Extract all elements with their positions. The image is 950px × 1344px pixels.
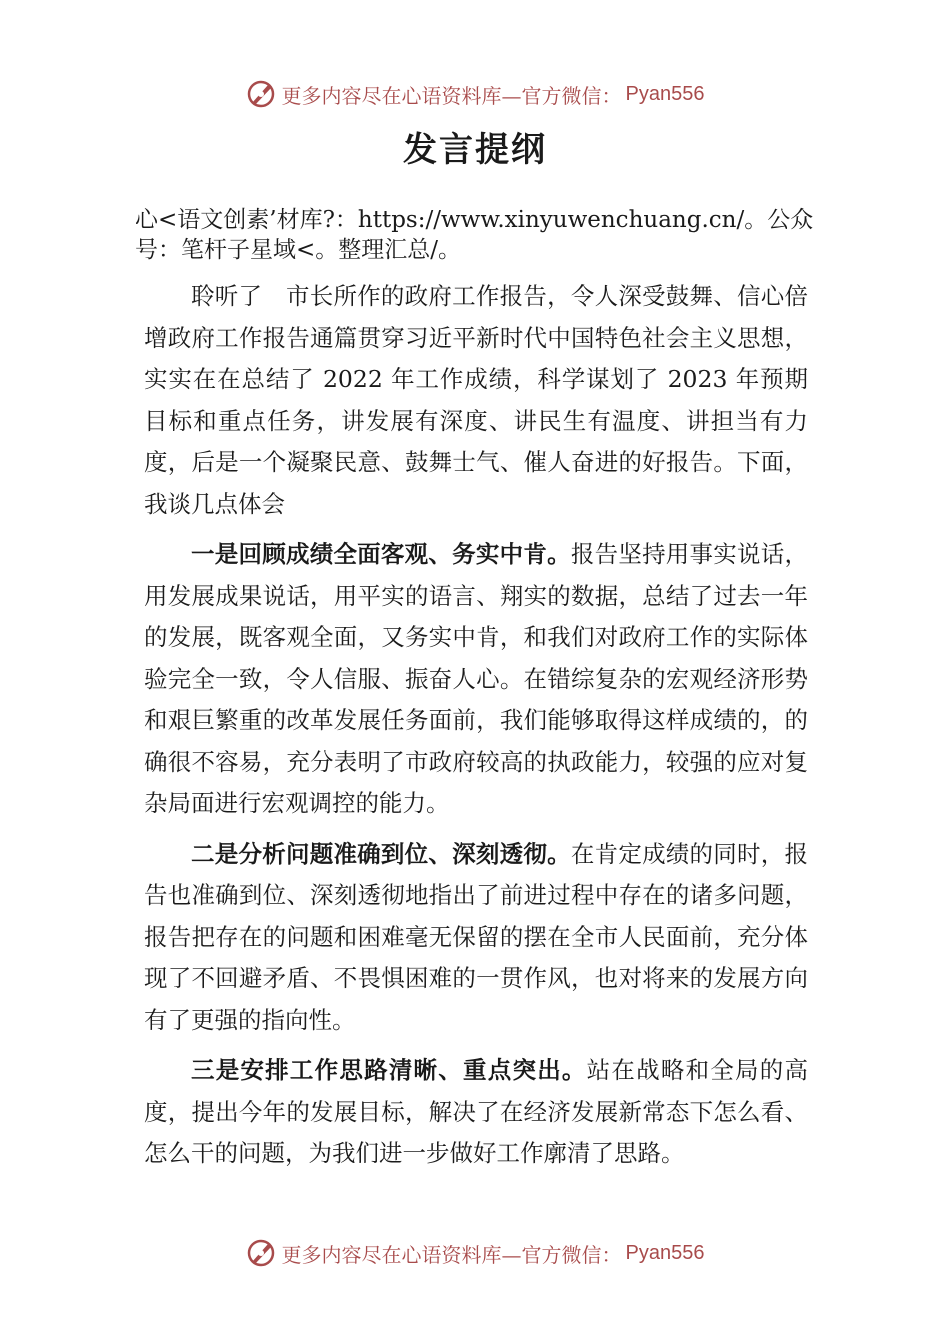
source-line: 心<语文创素’材库?：https://www.xinyuwenchuang.cn/。公众号：笔杆子星域<。整理汇总/。 [135,207,814,263]
point-lead-3: 三是安排工作思路清晰、重点突出。 [191,1056,587,1084]
banner-text: 更多内容尽在心语资料库—官方微信： [281,83,622,108]
point-paragraph-2 [144,834,808,1042]
point-text-3: 站在战略和全局的高度，提出今年的发展目标，解决了在经济发展新常态下怎么看、怎么干的问题，为我们进一步做好工作廓清了思路。 [144,1056,809,1167]
document-body [144,276,808,1184]
document-title: 发言提纲 [403,130,547,170]
banner-text: 更多内容尽在心语资料库—官方微信： [281,1242,622,1267]
header-watermark-banner [0,74,950,114]
point-lead-2: 二是分析问题准确到位、深刻透彻。 [191,839,571,868]
point-paragraph-3 [144,1050,808,1175]
point-text-2: 在肯定成绩的同时，报告也准确到位、深刻透彻地指出了前进过程中存在的诸多问题，报告把存在的问题和困难毫无保留的摆在全市人民面前，充分体现了不回避矛盾、不畏惧困难的一贯作风，也对将来的发展方向有了更强的指向性。 [144,839,809,1034]
point-text-1: 报告坚持用事实说话，用发展成果说话，用平实的语言、翔实的数据，总结了过去一年的发展，既客观全面，又务实中肯，和我们对政府工作的实际体验完全一致，令人信服、振奋人心。在错综复杂的宏观经济形势和艰巨繁重的改革发展任务面前，我们能够取得这样成绩的，的确很不容易，充分表明了市政府较高的执政能力，较强的应对复杂局面进行宏观调控的能力。 [144,540,809,817]
intro-paragraph: 聆听了 市长所作的政府工作报告，令人深受鼓舞、信心倍增政府工作报告通篇贯穿习近平新时代中国特色社会主义思想，实实在在总结了 2022 年工作成绩，科学谋划了 2023 年预期目标和重点任务，讲发展有深度、讲民生有温度、讲担当有力度，后是一个凝聚民意、鼓舞士气、催人奋进的好报告。下面，我谈几点体会 [144,282,808,518]
point-paragraph-1 [144,534,808,825]
point-lead-1: 一是回顾成绩全面客观、务实中肯。 [191,540,571,568]
quill-logo-icon [246,1238,276,1268]
banner-wechat-id: Pyan556 [625,82,705,105]
banner-wechat-id: Pyan556 [625,1241,705,1264]
quill-logo-icon [246,79,276,109]
footer-watermark-banner [0,1233,950,1273]
